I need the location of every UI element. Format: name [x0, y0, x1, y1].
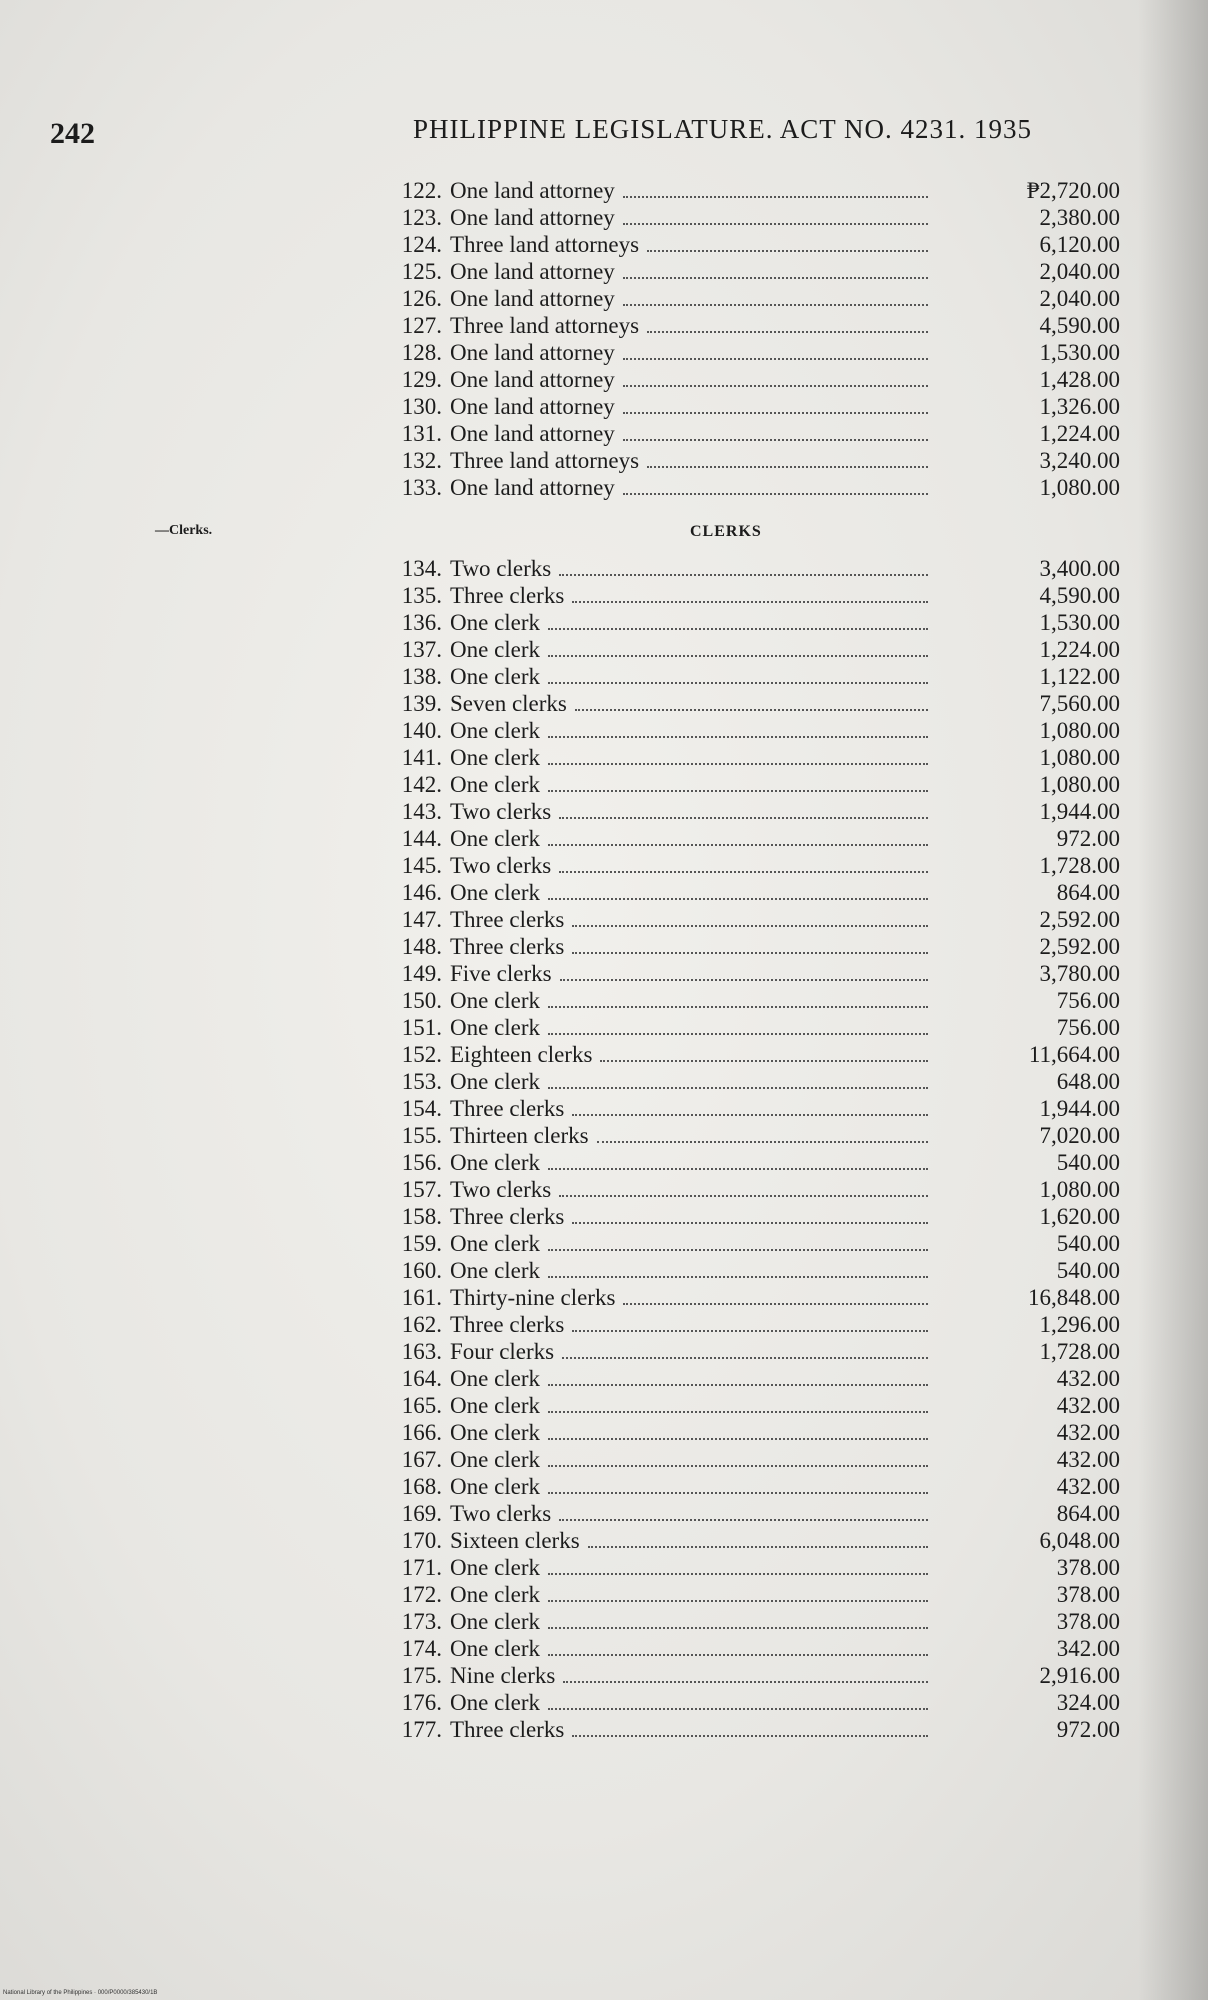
item-label: Nine clerks [450, 1663, 556, 1688]
item-label: Three land attorneys [450, 313, 640, 338]
leader-dots [548, 788, 928, 792]
item-number: 125. [401, 259, 442, 284]
item-number: 164. [401, 1366, 442, 1391]
item-amount: 1,080.00 [1039, 1177, 1120, 1202]
leader-dots [623, 491, 928, 495]
item-label: Thirteen clerks [450, 1123, 589, 1148]
item-amount: 1,530.00 [1039, 610, 1120, 635]
list-item [380, 1068, 1120, 1095]
leader-dots [623, 410, 928, 414]
leader-dots [575, 707, 928, 711]
item-amount: 1,224.00 [1039, 637, 1120, 662]
item-number: 134. [401, 556, 442, 581]
item-number: 162. [401, 1312, 442, 1337]
footer-note: National Library of the Philippines · 000/P0000/385430/1B [3, 1990, 158, 1996]
list-item [380, 1608, 1120, 1635]
list-item [380, 447, 1120, 474]
item-amount: 1,080.00 [1039, 745, 1120, 770]
item-label: One clerk [450, 772, 541, 797]
item-amount: 756.00 [1056, 1015, 1120, 1040]
item-number: 172. [401, 1582, 442, 1607]
item-number: 127. [401, 313, 442, 338]
item-number: 146. [401, 880, 442, 905]
item-number: 176. [401, 1690, 442, 1715]
leader-dots [623, 356, 928, 360]
leader-dots [600, 1058, 928, 1062]
item-number: 167. [401, 1447, 442, 1472]
item-amount: 378.00 [1056, 1609, 1120, 1634]
list-item [380, 825, 1120, 852]
list-item [380, 1203, 1120, 1230]
leader-dots [572, 1220, 928, 1224]
item-label: One clerk [450, 1474, 541, 1499]
leader-dots [623, 221, 928, 225]
list-item [380, 420, 1120, 447]
item-label: One land attorney [450, 178, 615, 203]
item-label: One clerk [450, 1420, 541, 1445]
leader-dots [623, 194, 928, 198]
item-amount: 1,428.00 [1039, 367, 1120, 392]
item-amount: 1,080.00 [1039, 475, 1120, 500]
item-number: 160. [401, 1258, 442, 1283]
leader-dots [647, 464, 928, 468]
item-amount: 378.00 [1056, 1555, 1120, 1580]
item-amount: 7,020.00 [1039, 1123, 1120, 1148]
item-label: One land attorney [450, 367, 615, 392]
list-item [380, 1230, 1120, 1257]
list-item [380, 879, 1120, 906]
list-item [380, 1365, 1120, 1392]
list-item [380, 1419, 1120, 1446]
list-item [380, 1446, 1120, 1473]
item-amount: 1,620.00 [1039, 1204, 1120, 1229]
item-amount: 432.00 [1056, 1474, 1120, 1499]
item-number: 130. [401, 394, 442, 419]
leader-dots [548, 653, 928, 657]
item-label: One land attorney [450, 421, 615, 446]
list-item [380, 663, 1120, 690]
list-item [380, 1014, 1120, 1041]
item-amount: 432.00 [1056, 1393, 1120, 1418]
item-label: One clerk [450, 1582, 541, 1607]
list-item [380, 474, 1120, 501]
item-number: 143. [401, 799, 442, 824]
item-amount: 1,224.00 [1039, 421, 1120, 446]
item-label: Three clerks [450, 1312, 565, 1337]
list-item [380, 1284, 1120, 1311]
item-amount: 540.00 [1056, 1150, 1120, 1175]
item-label: One clerk [450, 826, 541, 851]
item-number: 173. [401, 1609, 442, 1634]
leader-dots [623, 383, 928, 387]
item-amount: 1,944.00 [1039, 799, 1120, 824]
item-number: 148. [401, 934, 442, 959]
item-amount: 2,916.00 [1039, 1663, 1120, 1688]
leader-dots [559, 1193, 928, 1197]
list-item [380, 1716, 1120, 1743]
list-item [380, 1041, 1120, 1068]
list-item [380, 204, 1120, 231]
list-item [380, 339, 1120, 366]
list-item [380, 852, 1120, 879]
item-label: Three clerks [450, 1204, 565, 1229]
item-amount: 1,944.00 [1039, 1096, 1120, 1121]
leader-dots [597, 1139, 928, 1143]
list-item [380, 933, 1120, 960]
item-label: Sixteen clerks [450, 1528, 580, 1553]
item-label: One clerk [450, 1690, 541, 1715]
item-number: 129. [401, 367, 442, 392]
leader-dots [559, 1517, 928, 1521]
leader-dots [572, 599, 928, 603]
list-item [380, 312, 1120, 339]
leader-dots [548, 680, 928, 684]
item-amount: 432.00 [1056, 1447, 1120, 1472]
list-item [380, 1122, 1120, 1149]
item-number: 177. [401, 1717, 442, 1742]
list-item [380, 1635, 1120, 1662]
leader-dots [559, 815, 928, 819]
list-item [380, 177, 1120, 204]
leader-dots [548, 734, 928, 738]
item-label: Three clerks [450, 1096, 565, 1121]
list-item [380, 1500, 1120, 1527]
item-label: Four clerks [450, 1339, 555, 1364]
item-amount: 1,122.00 [1039, 664, 1120, 689]
leader-dots [548, 1652, 928, 1656]
item-label: One clerk [450, 1150, 541, 1175]
item-number: 122. [401, 178, 442, 203]
item-number: 161. [401, 1285, 442, 1310]
item-amount: 756.00 [1056, 988, 1120, 1013]
item-label: One clerk [450, 988, 541, 1013]
list-item [380, 393, 1120, 420]
item-number: 154. [401, 1096, 442, 1121]
item-number: 150. [401, 988, 442, 1013]
list-item [380, 285, 1120, 312]
item-label: One clerk [450, 1636, 541, 1661]
item-label: One clerk [450, 880, 541, 905]
item-label: One clerk [450, 1015, 541, 1040]
page-number: 242 [50, 117, 95, 150]
item-number: 171. [401, 1555, 442, 1580]
item-number: 123. [401, 205, 442, 230]
item-label: One clerk [450, 637, 541, 662]
list-item [380, 366, 1120, 393]
item-number: 128. [401, 340, 442, 365]
item-label: Eighteen clerks [450, 1042, 593, 1067]
item-label: One land attorney [450, 475, 615, 500]
attorneys-list [380, 177, 1120, 501]
item-amount: 2,040.00 [1039, 286, 1120, 311]
list-item [380, 690, 1120, 717]
list-item [380, 1392, 1120, 1419]
leader-dots [548, 1085, 928, 1089]
item-amount: 972.00 [1056, 1717, 1120, 1742]
item-amount: 432.00 [1056, 1420, 1120, 1445]
leader-dots [548, 1031, 928, 1035]
leader-dots [563, 1679, 928, 1683]
item-amount: 972.00 [1056, 826, 1120, 851]
list-item [380, 609, 1120, 636]
list-item [380, 987, 1120, 1014]
item-amount: 6,048.00 [1039, 1528, 1120, 1553]
list-item [380, 1527, 1120, 1554]
leader-dots [548, 626, 928, 630]
item-number: 159. [401, 1231, 442, 1256]
item-label: One land attorney [450, 259, 615, 284]
item-label: One clerk [450, 1393, 541, 1418]
item-amount: 2,380.00 [1039, 205, 1120, 230]
leader-dots [572, 923, 928, 927]
list-item [380, 1176, 1120, 1203]
item-label: One clerk [450, 664, 541, 689]
item-number: 132. [401, 448, 442, 473]
item-label: One clerk [450, 1231, 541, 1256]
item-number: 137. [401, 637, 442, 662]
list-item [380, 555, 1120, 582]
leader-dots [623, 302, 928, 306]
item-amount: 864.00 [1056, 1501, 1120, 1526]
item-number: 151. [401, 1015, 442, 1040]
list-item [380, 1095, 1120, 1122]
item-amount: 648.00 [1056, 1069, 1120, 1094]
item-number: 166. [401, 1420, 442, 1445]
item-label: One land attorney [450, 205, 615, 230]
item-number: 170. [401, 1528, 442, 1553]
item-label: Five clerks [450, 961, 552, 986]
item-number: 126. [401, 286, 442, 311]
item-number: 153. [401, 1069, 442, 1094]
item-label: Two clerks [450, 556, 552, 581]
leader-dots [548, 1274, 928, 1278]
list-item [380, 258, 1120, 285]
item-label: One clerk [450, 1609, 541, 1634]
item-number: 169. [401, 1501, 442, 1526]
leader-dots [548, 896, 928, 900]
leader-dots [623, 437, 928, 441]
item-number: 141. [401, 745, 442, 770]
item-amount: 540.00 [1056, 1231, 1120, 1256]
list-item [380, 1581, 1120, 1608]
item-label: Two clerks [450, 799, 552, 824]
item-amount: 324.00 [1056, 1690, 1120, 1715]
item-amount: 378.00 [1056, 1582, 1120, 1607]
item-label: One clerk [450, 1258, 541, 1283]
item-amount: 342.00 [1056, 1636, 1120, 1661]
item-number: 163. [401, 1339, 442, 1364]
page-edge-shadow [1138, 0, 1208, 2000]
section-heading: CLERKS [690, 523, 762, 540]
list-item [380, 906, 1120, 933]
item-amount: 540.00 [1056, 1258, 1120, 1283]
leader-dots [548, 1490, 928, 1494]
item-amount: 4,590.00 [1039, 583, 1120, 608]
item-amount: 3,780.00 [1039, 961, 1120, 986]
item-label: Two clerks [450, 1177, 552, 1202]
item-amount: 1,296.00 [1039, 1312, 1120, 1337]
list-item [380, 1338, 1120, 1365]
item-amount: 2,040.00 [1039, 259, 1120, 284]
leader-dots [647, 329, 928, 333]
leader-dots [572, 950, 928, 954]
item-label: One land attorney [450, 340, 615, 365]
item-label: Three land attorneys [450, 448, 640, 473]
item-amount: 1,728.00 [1039, 853, 1120, 878]
item-label: One clerk [450, 610, 541, 635]
leader-dots [548, 1166, 928, 1170]
item-amount: 4,590.00 [1039, 313, 1120, 338]
leader-dots [548, 761, 928, 765]
item-amount: 1,080.00 [1039, 718, 1120, 743]
list-item [380, 1689, 1120, 1716]
list-item [380, 771, 1120, 798]
item-number: 124. [401, 232, 442, 257]
item-label: Three clerks [450, 934, 565, 959]
list-item [380, 1554, 1120, 1581]
leader-dots [548, 1004, 928, 1008]
item-number: 157. [401, 1177, 442, 1202]
item-label: One clerk [450, 1555, 541, 1580]
item-label: Two clerks [450, 1501, 552, 1526]
item-amount: 1,326.00 [1039, 394, 1120, 419]
leader-dots [572, 1328, 928, 1332]
item-label: Thirty-nine clerks [450, 1285, 616, 1310]
item-label: Three clerks [450, 907, 565, 932]
item-number: 165. [401, 1393, 442, 1418]
item-label: One land attorney [450, 286, 615, 311]
item-number: 138. [401, 664, 442, 689]
leader-dots [588, 1544, 928, 1548]
item-amount: 1,080.00 [1039, 772, 1120, 797]
leader-dots [548, 1463, 928, 1467]
leader-dots [548, 1625, 928, 1629]
list-item [380, 231, 1120, 258]
leader-dots [548, 1382, 928, 1386]
item-number: 158. [401, 1204, 442, 1229]
item-label: Three clerks [450, 583, 565, 608]
item-number: 175. [401, 1663, 442, 1688]
item-amount: 2,592.00 [1039, 907, 1120, 932]
list-item [380, 1473, 1120, 1500]
clerks-list [380, 555, 1120, 1743]
leader-dots [548, 842, 928, 846]
item-amount: ₱2,720.00 [1026, 178, 1120, 203]
item-number: 142. [401, 772, 442, 797]
item-number: 139. [401, 691, 442, 716]
leader-dots [548, 1706, 928, 1710]
item-label: One clerk [450, 1069, 541, 1094]
item-amount: 1,728.00 [1039, 1339, 1120, 1364]
list-item [380, 582, 1120, 609]
list-item [380, 1257, 1120, 1284]
item-amount: 3,400.00 [1039, 556, 1120, 581]
list-item [380, 1149, 1120, 1176]
item-amount: 16,848.00 [1028, 1285, 1120, 1310]
leader-dots [572, 1112, 928, 1116]
item-number: 149. [401, 961, 442, 986]
list-item [380, 1311, 1120, 1338]
item-number: 145. [401, 853, 442, 878]
item-number: 135. [401, 583, 442, 608]
item-number: 131. [401, 421, 442, 446]
margin-note: —Clerks. [155, 523, 213, 538]
item-number: 136. [401, 610, 442, 635]
item-number: 174. [401, 1636, 442, 1661]
leader-dots [548, 1247, 928, 1251]
leader-dots [559, 572, 928, 576]
list-item [380, 636, 1120, 663]
item-amount: 864.00 [1056, 880, 1120, 905]
list-item [380, 1662, 1120, 1689]
item-label: Three land attorneys [450, 232, 640, 257]
list-item [380, 798, 1120, 825]
item-amount: 2,592.00 [1039, 934, 1120, 959]
item-amount: 6,120.00 [1039, 232, 1120, 257]
item-label: Two clerks [450, 853, 552, 878]
leader-dots [647, 248, 928, 252]
item-number: 144. [401, 826, 442, 851]
item-label: One clerk [450, 718, 541, 743]
item-number: 155. [401, 1123, 442, 1148]
item-number: 133. [401, 475, 442, 500]
item-number: 140. [401, 718, 442, 743]
item-label: Three clerks [450, 1717, 565, 1742]
item-amount: 7,560.00 [1039, 691, 1120, 716]
item-number: 147. [401, 907, 442, 932]
leader-dots [548, 1571, 928, 1575]
item-label: Seven clerks [450, 691, 567, 716]
item-number: 168. [401, 1474, 442, 1499]
leader-dots [623, 1301, 928, 1305]
item-amount: 1,530.00 [1039, 340, 1120, 365]
item-label: One clerk [450, 745, 541, 770]
item-label: One land attorney [450, 394, 615, 419]
leader-dots [548, 1409, 928, 1413]
item-label: One clerk [450, 1447, 541, 1472]
leader-dots [572, 1733, 928, 1737]
item-label: One clerk [450, 1366, 541, 1391]
running-head: PHILIPPINE LEGISLATURE. ACT NO. 4231. 1935 [413, 114, 1033, 144]
leader-dots [560, 977, 928, 981]
list-item [380, 717, 1120, 744]
item-amount: 11,664.00 [1028, 1042, 1120, 1067]
list-item [380, 744, 1120, 771]
leader-dots [623, 275, 928, 279]
item-number: 156. [401, 1150, 442, 1175]
item-amount: 432.00 [1056, 1366, 1120, 1391]
leader-dots [562, 1355, 928, 1359]
list-item [380, 960, 1120, 987]
leader-dots [559, 869, 928, 873]
leader-dots [548, 1436, 928, 1440]
item-number: 152. [401, 1042, 442, 1067]
leader-dots [548, 1598, 928, 1602]
item-amount: 3,240.00 [1039, 448, 1120, 473]
